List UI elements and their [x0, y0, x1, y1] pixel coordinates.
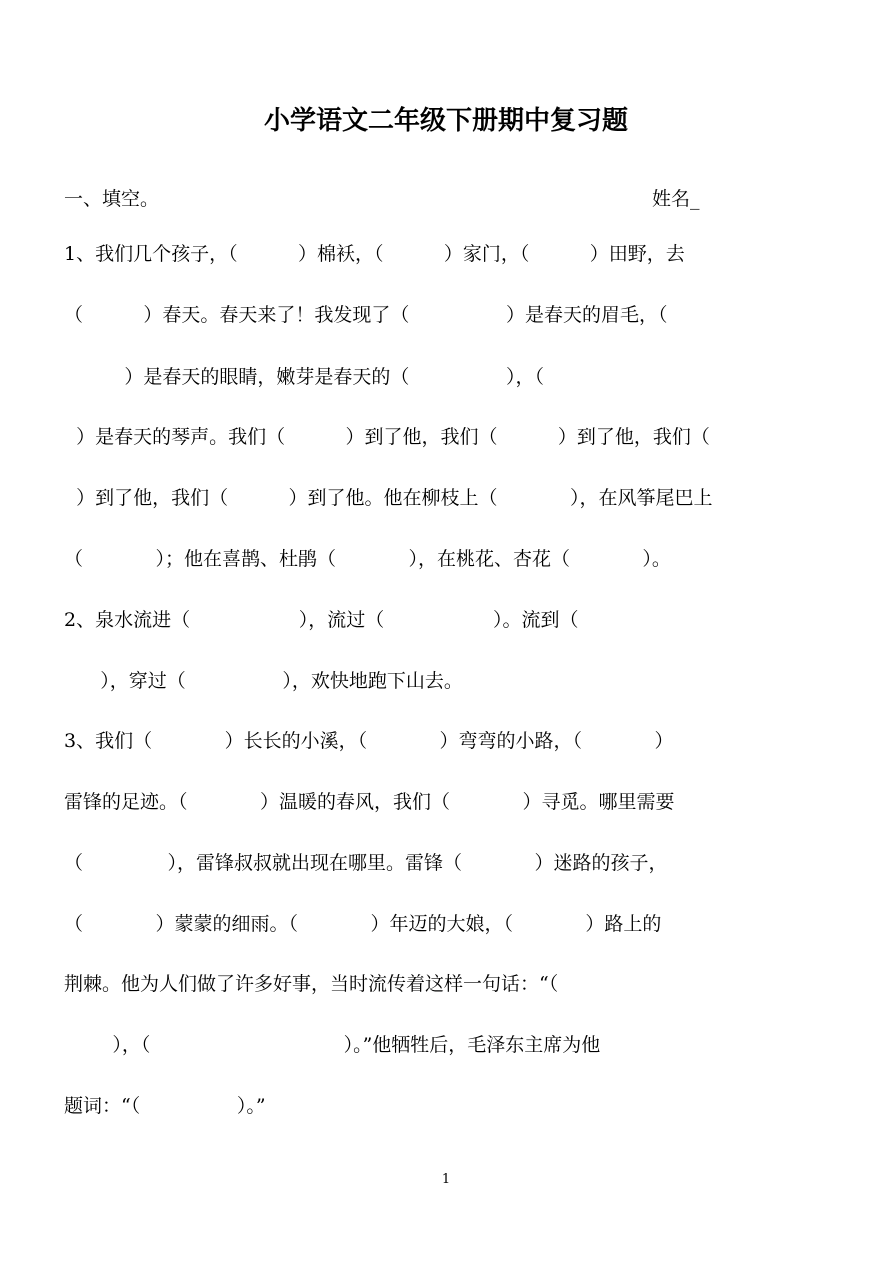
question-line: ）到了他，我们（ ）到了他。他在柳枝上（ ），在风筝尾巴上 — [64, 487, 713, 509]
section-heading-fill-blank: 一、填空。 — [64, 188, 160, 210]
question-line: 荆棘。他为人们做了许多好事，当时流传着这样一句话：“（ — [64, 973, 559, 995]
question-line: ）是春天的眼睛，嫩芽是春天的（ ），（ — [64, 366, 545, 388]
page-number: 1 — [441, 1172, 451, 1187]
question-line: （ ），雷锋叔叔就出现在哪里。雷锋（ ）迷路的孩子， — [64, 852, 668, 874]
question-line: 1、我们几个孩子，（ ）棉袄，（ ）家门，（ ）田野，去 — [64, 243, 685, 265]
question-line: 3、我们（ ）长长的小溪，（ ）弯弯的小路，（ ） — [64, 730, 674, 752]
question-line: （ ）；他在喜鹊、杜鹃（ ），在桃花、杏花（ ）。 — [64, 548, 671, 570]
question-line: ）是春天的琴声。我们（ ）到了他，我们（ ）到了他，我们（ — [64, 426, 710, 448]
question-line: ），（ ）。”他牺牲后，毛泽东主席为他 — [64, 1034, 601, 1056]
question-line: 2、泉水流进（ ），流过（ ）。流到（ — [64, 609, 579, 631]
question-line: 雷锋的足迹。（ ）温暖的春风，我们（ ）寻觅。哪里需要 — [64, 791, 675, 813]
name-field-label: 姓名_ — [652, 188, 700, 210]
question-line: （ ）蒙蒙的细雨。（ ）年迈的大娘，（ ）路上的 — [64, 913, 662, 935]
question-line: ），穿过（ ），欢快地跑下山去。 — [64, 670, 463, 692]
question-line: 题词：“（ ）。” — [64, 1095, 266, 1117]
question-line: （ ）春天。春天来了！我发现了（ ）是春天的眉毛，（ — [64, 304, 668, 326]
page-title: 小学语文二年级下册期中复习题 — [263, 106, 628, 136]
